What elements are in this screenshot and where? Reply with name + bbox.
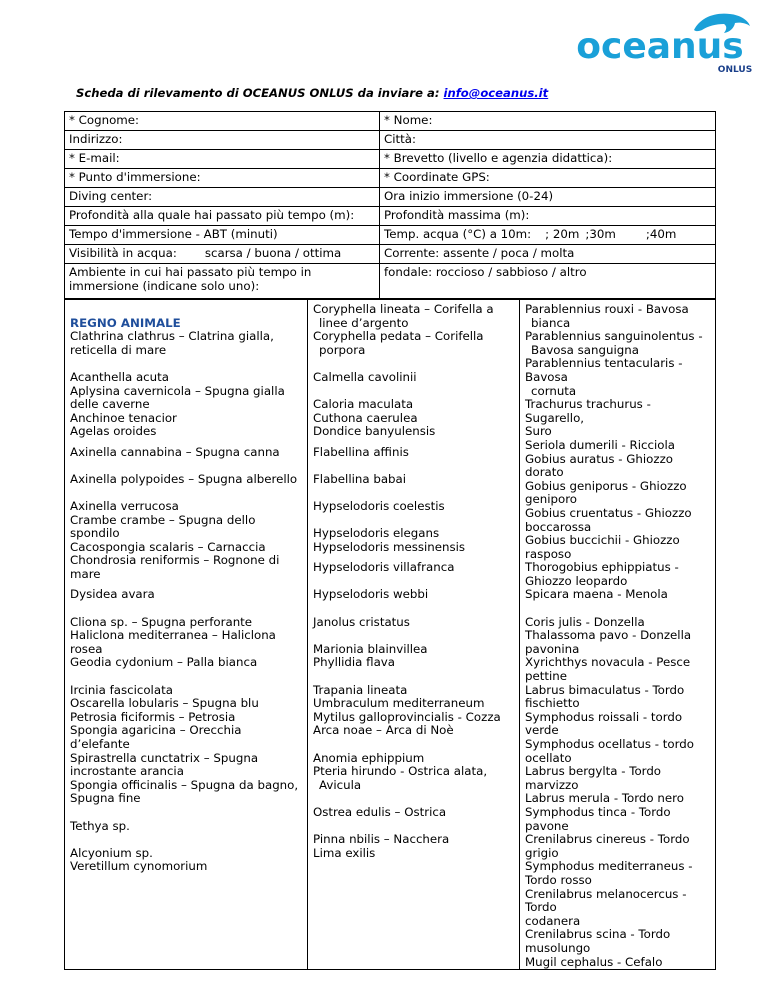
species-item[interactable]: Spongia agaricina – Orecchia d’elefante bbox=[70, 723, 242, 751]
species-item[interactable]: Marionia blainvillea bbox=[313, 641, 428, 656]
dive-site-field[interactable]: * Punto d'immersione: bbox=[65, 169, 380, 188]
species-item[interactable]: Dondice banyulensis bbox=[313, 424, 436, 439]
environment-label-2: immersione (indicane solo uno): bbox=[69, 279, 260, 293]
species-item: boccarossa bbox=[525, 519, 592, 534]
species-column-3 bbox=[520, 300, 716, 970]
email-field[interactable]: * E-mail: bbox=[65, 150, 380, 169]
oceanus-logo bbox=[572, 10, 752, 76]
species-item[interactable]: Pinna nbilis – Nacchera bbox=[313, 832, 450, 847]
species-item[interactable]: Spongia officinalis – Spugna da bagno, bbox=[70, 777, 299, 792]
species-item[interactable]: Pteria hirundo - Ostrica alata, bbox=[313, 764, 488, 779]
species-item[interactable]: Thalassoma pavo - Donzella bbox=[525, 628, 692, 643]
species-item[interactable]: Cliona sp. – Spugna perforante bbox=[70, 614, 253, 629]
species-item[interactable]: Coryphella pedata – Corifella bbox=[313, 329, 484, 344]
temp-40m-label: ;40m bbox=[645, 227, 677, 241]
form-row bbox=[65, 245, 716, 264]
species-item[interactable]: Crambe crambe – Spugna dello bbox=[70, 512, 256, 527]
species-item[interactable]: Hypselodoris coelestis bbox=[313, 499, 445, 514]
species-item[interactable]: Anomia ephippium bbox=[313, 750, 425, 765]
species-item: incrostante arancia bbox=[70, 764, 184, 779]
species-item[interactable]: Lima exilis bbox=[313, 845, 376, 860]
species-item[interactable]: Axinella cannabina – Spugna canna bbox=[70, 444, 280, 459]
species-item[interactable]: Aplysina cavernicola – Spugna gialla bbox=[70, 383, 285, 398]
species-item: porpora bbox=[319, 342, 366, 357]
species-item[interactable]: Crenilabrus cinereus - Tordo bbox=[525, 832, 690, 847]
form-row bbox=[65, 207, 716, 226]
heading-text: Scheda di rilevamento di OCEANUS ONLUS da inviare a: bbox=[76, 86, 444, 100]
species-item[interactable]: Phyllidia flava bbox=[313, 655, 396, 670]
species-item[interactable]: Anchinoe tenacior bbox=[70, 410, 177, 425]
species-item[interactable]: Acanthella acuta bbox=[70, 369, 169, 384]
species-item[interactable]: Hypselodoris webbi bbox=[313, 587, 429, 602]
species-item: linee d’argento bbox=[319, 315, 409, 330]
visibility-label: Visibilità in acqua: bbox=[69, 246, 177, 260]
species-item[interactable]: Spicara maena - Menola bbox=[525, 587, 668, 602]
species-item[interactable]: Tethya sp. bbox=[70, 818, 130, 833]
species-item: codanera bbox=[525, 913, 581, 928]
water-temp-field[interactable] bbox=[380, 226, 716, 245]
species-item[interactable]: Spirastrella cunctatrix – Spugna bbox=[70, 750, 259, 765]
visibility-field[interactable] bbox=[65, 245, 380, 264]
species-item: mare bbox=[70, 567, 101, 582]
form-row bbox=[65, 264, 716, 299]
species-item[interactable]: Umbraculum mediterraneum bbox=[313, 696, 485, 711]
species-item: reticella di mare bbox=[70, 342, 167, 357]
species-item[interactable]: Flabellina affinis bbox=[313, 444, 409, 459]
species-item[interactable]: Clathrina clathrus – Clatrina gialla, bbox=[70, 329, 274, 344]
species-item[interactable]: Hypselodoris messinensis bbox=[313, 539, 466, 554]
license-field[interactable]: * Brevetto (livello e agenzia didattica): bbox=[380, 150, 716, 169]
gps-field[interactable]: * Coordinate GPS: bbox=[380, 169, 716, 188]
species-item: rosea bbox=[70, 641, 103, 656]
email-link[interactable]: info@oceanus.it bbox=[443, 86, 549, 100]
species-item: Ghiozzo leopardo bbox=[525, 573, 628, 588]
species-item[interactable]: Seriola dumerili - Ricciola bbox=[525, 437, 675, 452]
species-item[interactable]: Symphodus ocellatus - tordo bbox=[525, 737, 694, 751]
species-item[interactable]: Trachurus trachurus - Sugarello, bbox=[525, 397, 651, 425]
species-item: spondilo bbox=[70, 526, 120, 541]
species-item[interactable]: Arca noae – Arca di Noè bbox=[313, 723, 454, 738]
max-depth-field[interactable]: Profondità massima (m): bbox=[380, 207, 716, 226]
temp-20m-label: ; 20m bbox=[545, 227, 580, 241]
current-field[interactable]: Corrente: assente / poca / molta bbox=[380, 245, 716, 264]
species-item[interactable]: Crenilabrus scina - Tordo bbox=[525, 927, 671, 942]
species-item[interactable]: Symphodus mediterraneus - bbox=[525, 859, 693, 874]
species-item: pettine bbox=[525, 669, 568, 684]
diving-center-field[interactable]: Diving center: bbox=[65, 188, 380, 207]
species-item[interactable]: Ostrea edulis – Ostrica bbox=[313, 804, 447, 819]
species-item[interactable]: Veretillum cynomorium bbox=[70, 859, 208, 874]
species-item[interactable]: Gobius cruentatus - Ghiozzo bbox=[525, 505, 692, 520]
form-row bbox=[65, 169, 716, 188]
logo-wordmark: oceanus bbox=[576, 26, 744, 67]
species-item[interactable]: Cuthona caerulea bbox=[313, 410, 418, 425]
species-item[interactable]: Thorogobius ephippiatus - bbox=[525, 560, 679, 575]
species-item[interactable]: Parablennius sanguinolentus - bbox=[525, 329, 703, 344]
species-item[interactable]: Chondrosia reniformis – Rognone di bbox=[70, 553, 280, 568]
water-temp-label: Temp. acqua (°C) a 10m: bbox=[384, 227, 532, 241]
species-item: cornuta bbox=[531, 383, 577, 398]
species-item[interactable]: Alcyonium sp. bbox=[70, 845, 153, 860]
species-item[interactable]: Xyrichthys novacula - Pesce bbox=[525, 655, 691, 670]
species-column-2 bbox=[308, 300, 520, 970]
species-item[interactable]: Axinella verrucosa bbox=[70, 499, 179, 514]
species-item[interactable]: Haliclona mediterranea – Haliclona bbox=[70, 628, 276, 643]
species-item: pavonina bbox=[525, 641, 580, 656]
species-item[interactable]: Labrus bimaculatus - Tordo bbox=[525, 682, 685, 697]
form-row bbox=[65, 150, 716, 169]
species-item[interactable]: Labrus bergylta - Tordo marvizzo bbox=[525, 764, 662, 792]
species-item: Bavosa sanguigna bbox=[531, 342, 639, 357]
species-item: delle caverne bbox=[70, 397, 150, 412]
environment-field[interactable] bbox=[65, 264, 380, 299]
section-title: REGNO ANIMALE bbox=[70, 315, 181, 330]
seabed-field[interactable]: fondale: roccioso / sabbioso / altro bbox=[380, 264, 716, 299]
species-item[interactable]: Parablennius rouxi - Bavosa bbox=[525, 302, 689, 316]
species-item: bianca bbox=[531, 315, 571, 330]
main-depth-field[interactable]: Profondità alla quale hai passato più tempo (m): bbox=[65, 207, 380, 226]
species-item[interactable]: Petrosia ficiformis – Petrosia bbox=[70, 709, 236, 724]
species-item[interactable]: Axinella polypoides – Spugna alberello bbox=[70, 471, 298, 486]
species-item[interactable]: Flabellina babai bbox=[313, 471, 407, 486]
species-item[interactable]: Hypselodoris villafranca bbox=[313, 560, 455, 575]
species-item[interactable]: Caloria maculata bbox=[313, 397, 414, 412]
species-item[interactable]: Hypselodoris elegans bbox=[313, 526, 440, 541]
species-item[interactable]: Ircinia fascicolata bbox=[70, 682, 173, 697]
address-field[interactable]: Indirizzo: bbox=[65, 131, 380, 150]
species-item[interactable]: Agelas oroides bbox=[70, 424, 157, 439]
name-field[interactable]: * Nome: bbox=[380, 112, 716, 131]
species-item[interactable]: Geodia cydonium – Palla bianca bbox=[70, 655, 258, 670]
logo-onlus: ONLUS bbox=[717, 65, 752, 75]
species-item[interactable]: Oscarella lobularis – Spugna blu bbox=[70, 696, 259, 711]
species-item: geniporo bbox=[525, 492, 578, 507]
visibility-options: scarsa / buona / ottima bbox=[204, 246, 342, 260]
species-item[interactable]: Symphodus tinca - Tordo pavone bbox=[525, 804, 671, 833]
species-table bbox=[64, 299, 716, 970]
form-row bbox=[65, 226, 716, 245]
form-row bbox=[65, 131, 716, 150]
species-item: grigio bbox=[525, 845, 559, 860]
species-item[interactable]: Gobius geniporus - Ghiozzo bbox=[525, 478, 687, 493]
diver-info-table bbox=[64, 111, 716, 299]
start-time-field[interactable]: Ora inizio immersione (0-24) bbox=[380, 188, 716, 207]
dive-time-field[interactable]: Tempo d'immersione - ABT (minuti) bbox=[65, 226, 380, 245]
species-item[interactable]: Cacospongia scalaris – Carnaccia bbox=[70, 539, 266, 554]
species-item: Avicula bbox=[319, 777, 362, 792]
species-item[interactable]: Janolus cristatus bbox=[313, 614, 410, 629]
environment-label-1: Ambiente in cui hai passato più tempo in bbox=[69, 265, 312, 279]
species-item[interactable]: Labrus merula - Tordo nero bbox=[525, 791, 684, 806]
species-item[interactable]: Mytilus galloprovincialis - Cozza bbox=[313, 709, 501, 724]
species-item[interactable]: Coris julis - Donzella bbox=[525, 614, 645, 629]
form-heading bbox=[76, 86, 548, 100]
species-item[interactable]: Dysidea avara bbox=[70, 587, 155, 602]
form-row bbox=[65, 188, 716, 207]
species-item: rasposo bbox=[525, 546, 572, 561]
surname-field[interactable]: * Cognome: bbox=[65, 112, 380, 131]
species-item[interactable]: Calmella cavolinii bbox=[313, 369, 417, 384]
species-item: musolungo bbox=[525, 940, 591, 955]
species-item: ocellato bbox=[525, 750, 572, 765]
species-item: fischietto bbox=[525, 696, 580, 711]
species-item[interactable]: Parablennius tentacularis - Bavosa bbox=[525, 356, 683, 384]
species-item[interactable]: Coryphella lineata – Corifella a bbox=[313, 302, 494, 316]
species-item[interactable]: Crenilabrus melanocercus - Tordo bbox=[525, 886, 687, 915]
species-item[interactable]: Gobius buccichii - Ghiozzo bbox=[525, 533, 680, 548]
form-row bbox=[65, 112, 716, 131]
species-item[interactable]: Gobius auratus - Ghiozzo dorato bbox=[525, 451, 674, 480]
species-column-1 bbox=[65, 300, 308, 970]
temp-30m-label: ;30m bbox=[585, 227, 616, 241]
species-item[interactable]: Symphodus roissali - tordo verde bbox=[525, 709, 683, 738]
species-item: Spugna fine bbox=[70, 791, 141, 806]
species-item[interactable]: Mugil cephalus - Cefalo bbox=[525, 954, 663, 969]
species-item: Suro bbox=[525, 424, 552, 439]
city-field[interactable]: Città: bbox=[380, 131, 716, 150]
species-item[interactable]: Trapania lineata bbox=[313, 682, 408, 697]
species-item: Tordo rosso bbox=[525, 872, 592, 887]
